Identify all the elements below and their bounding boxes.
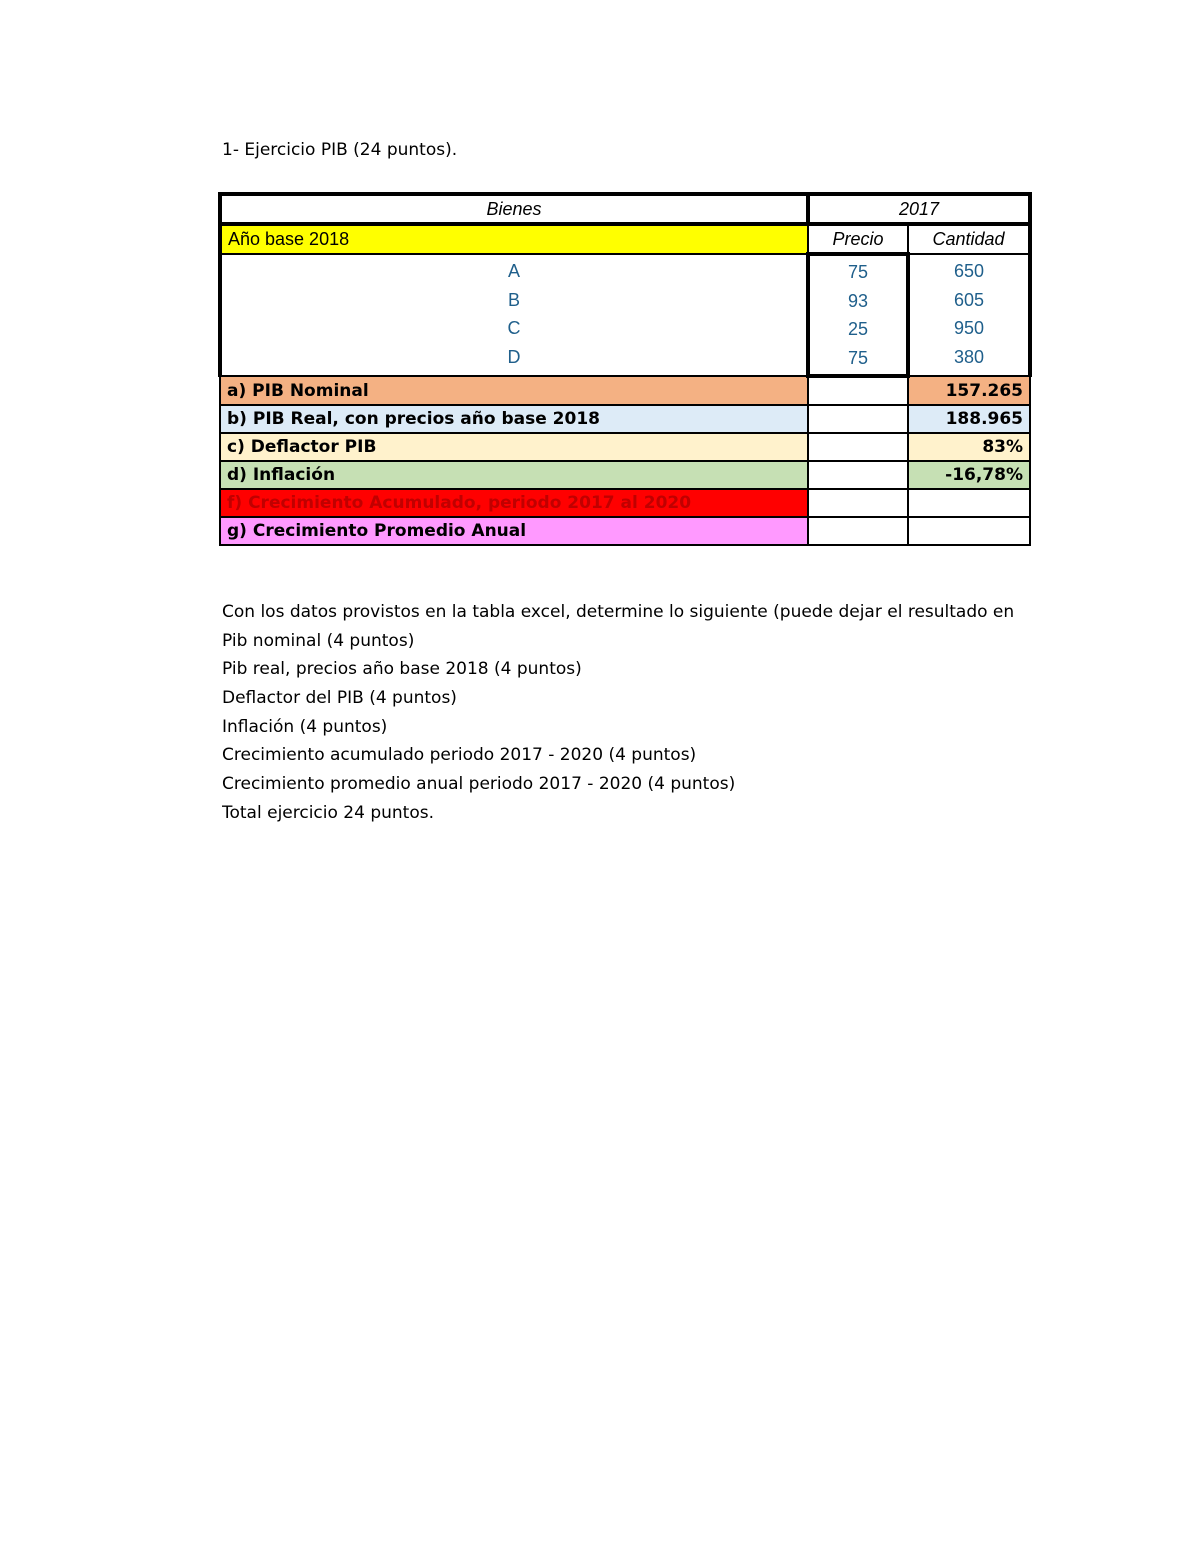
result-value: 83%	[908, 433, 1030, 461]
base-year-label: Año base 2018	[220, 224, 808, 254]
item-quantity: 950	[953, 318, 985, 338]
result-row-crecimiento-promedio	[220, 517, 1030, 545]
result-empty-cell	[808, 489, 908, 517]
result-empty-cell	[808, 376, 908, 405]
item-quantity: 650	[953, 261, 985, 281]
quantity-header: Cantidad	[908, 224, 1030, 254]
result-value	[908, 517, 1030, 545]
result-empty-cell	[808, 517, 908, 545]
subheader-row	[220, 224, 1030, 254]
result-value	[908, 489, 1030, 517]
goods-column	[220, 254, 808, 376]
result-value: -16,78%	[908, 461, 1030, 489]
instructions-block	[222, 598, 1028, 828]
result-row-pib-nominal	[220, 376, 1030, 405]
result-label: c) Deflactor PIB	[220, 433, 808, 461]
price-header: Precio	[808, 224, 908, 254]
item-quantity: 380	[953, 346, 985, 367]
result-row-deflactor	[220, 433, 1030, 461]
item-price: 75	[847, 347, 869, 368]
result-row-inflacion	[220, 461, 1030, 489]
header-row	[220, 194, 1030, 224]
result-row-crecimiento-acumulado	[220, 489, 1030, 517]
instruction-line: Pib nominal (4 puntos)	[222, 630, 415, 651]
result-value: 188.965	[908, 405, 1030, 433]
result-label: f) Crecimiento Acumulado, periodo 2017 al 2020	[220, 489, 808, 517]
instruction-line: Con los datos provistos en la tabla excel, determine lo siguiente (puede dejar el resultado en	[222, 602, 1015, 622]
instruction-line: Inflación (4 puntos)	[222, 716, 388, 737]
item-name: C	[507, 318, 521, 338]
items-block	[220, 254, 1030, 376]
instruction-line: Pib real, precios año base 2018 (4 puntos)	[222, 659, 582, 680]
item-quantity: 605	[953, 289, 985, 310]
result-empty-cell	[808, 405, 908, 433]
result-label: g) Crecimiento Promedio Anual	[220, 517, 808, 545]
item-name: B	[507, 289, 520, 310]
instruction-line: Deflactor del PIB (4 puntos)	[222, 688, 457, 709]
item-price: 25	[847, 319, 869, 339]
item-name: D	[507, 346, 521, 367]
instruction-line: Crecimiento promedio anual periodo 2017 - 2020 (4 puntos)	[222, 774, 736, 795]
year-header: 2017	[808, 194, 1030, 224]
result-empty-cell	[808, 433, 908, 461]
instruction-line: Crecimiento acumulado periodo 2017 - 2020 (4 puntos)	[222, 745, 697, 766]
item-name: A	[507, 261, 520, 281]
instruction-line: Total ejercicio 24 puntos.	[222, 802, 435, 823]
gdp-table	[218, 192, 1032, 546]
quantity-column	[908, 254, 1030, 376]
result-value: 157.265	[908, 376, 1030, 405]
result-row-pib-real	[220, 405, 1030, 433]
goods-header: Bienes	[220, 194, 808, 224]
exercise-title: 1- Ejercicio PIB (24 puntos).	[222, 140, 458, 160]
result-label: b) PIB Real, con precios año base 2018	[220, 405, 808, 433]
result-label: a) PIB Nominal	[220, 376, 808, 405]
result-label: d) Inflación	[220, 461, 808, 489]
item-price: 93	[847, 290, 869, 311]
price-column	[808, 254, 908, 376]
result-empty-cell	[808, 461, 908, 489]
item-price: 75	[847, 262, 869, 282]
